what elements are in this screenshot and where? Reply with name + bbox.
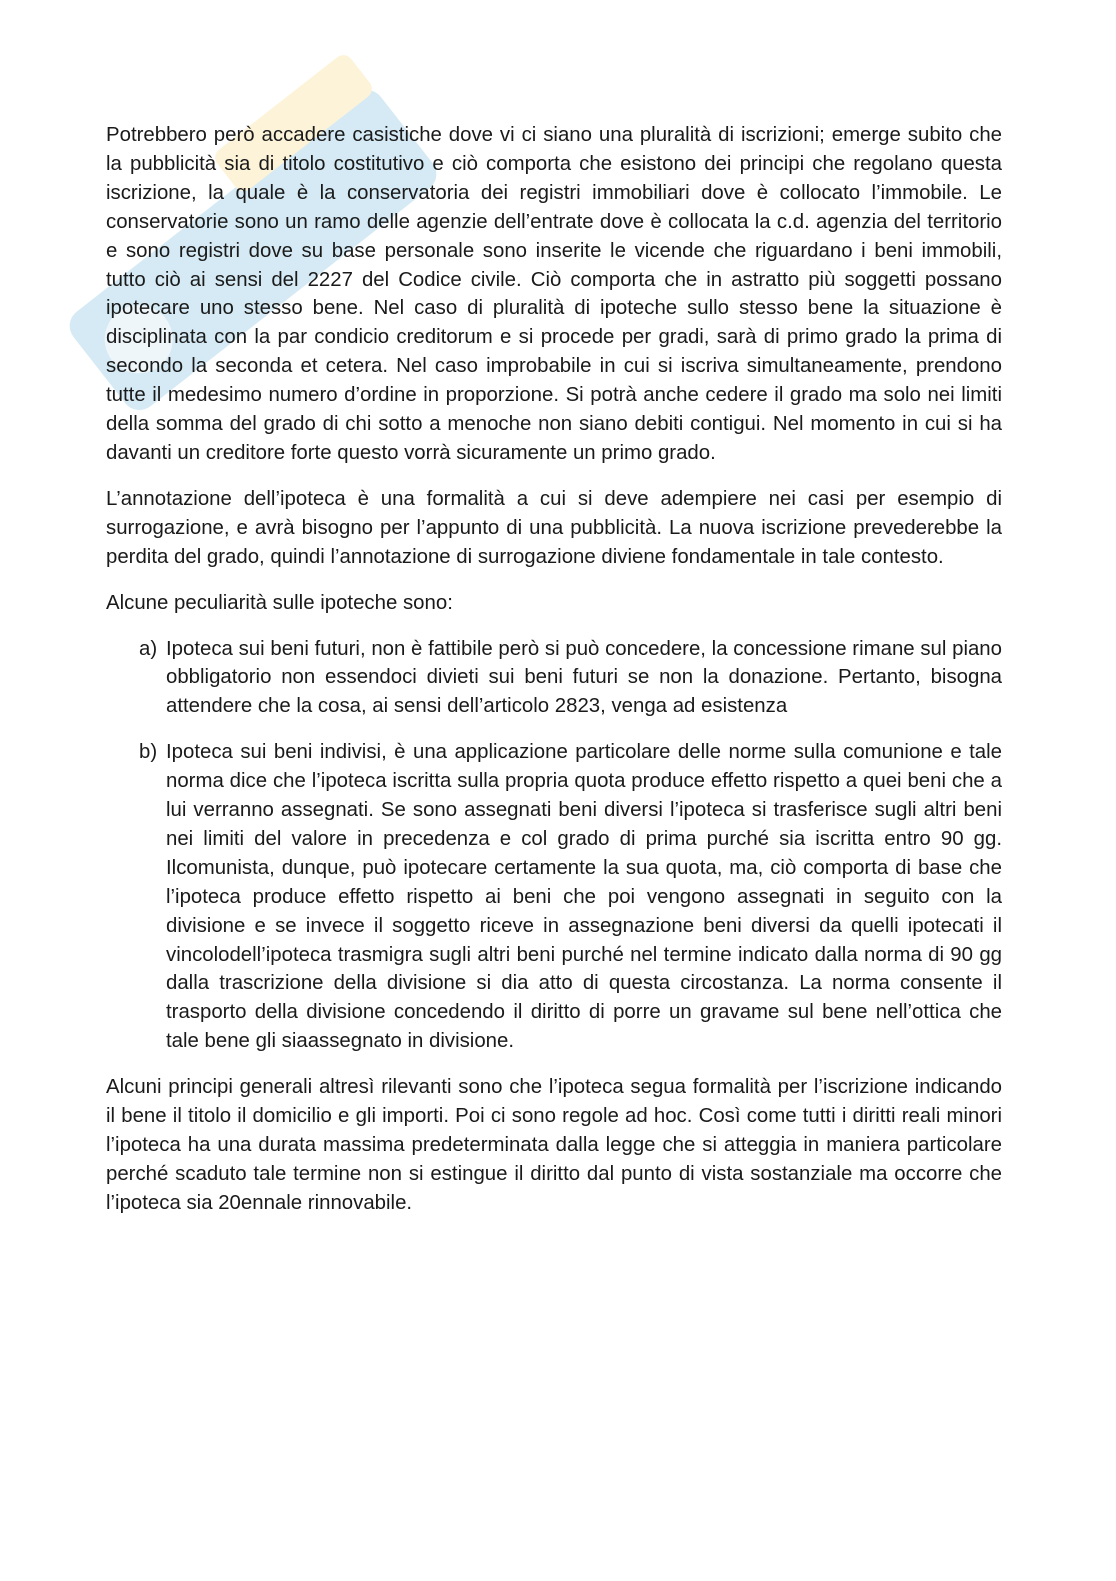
list-item — [106, 635, 1002, 722]
document-page — [106, 121, 1002, 1235]
list-item-text: Ipoteca sui beni futuri, non è fattibile però si può concedere, la concessione rimane sul piano obbligatorio non essendoci divieti sui beni futuri se non la donazione. Pertanto, bisogna attendere che la cosa, ai sensi dell’articolo 2823, venga ad esistenza — [166, 637, 1002, 718]
paragraph-annotazione-ipoteca: L’annotazione dell’ipoteca è una formalità a cui si deve adempiere nei casi per esempio di surrogazione, e avrà bisogno per l’appunto di una pubblicità. La nuova iscrizione prevederebbe la perdita del grado, quindi l’annotazione di surrogazione diviene fondamentale in tale contesto. — [106, 487, 1002, 568]
paragraph-peculiarita-intro: Alcune peculiarità sulle ipoteche sono: — [106, 591, 453, 614]
list-marker: b) — [139, 741, 158, 764]
paragraph-pluralita-iscrizioni: Potrebbero però accadere casistiche dove vi ci siano una pluralità di iscrizioni; emerge subito che la pubblicità sia di titolo costitutivo e ciò comporta che esistono dei principi che regolano questa iscrizione, la quale è la conservatoria dei registri immobiliari dove è collocato l’immobile. Le conservatorie sono un ramo delle agenzie dell’entrate dove è collocata la c.d. agenzia del territorio e sono registri dove su base personale sono inserite le vicende che riguardano i beni immobili, tutto ciò ai sensi del 2227 del Codice civile. Ciò comporta che in astratto più soggetti possano ipotecare uno stesso bene. Nel caso di pluralità di ipoteche sullo stesso bene la situazione è disciplinata con la par condicio creditorum e si procede per gradi, sarà di primo grado la prima di secondo la seconda et cetera. Nel caso improbabile in cui si iscriva simultaneamente, prendono tutte il medesimo numero d’ordine in proporzione. Si potrà anche cedere il grado ma solo nei limiti della somma del grado di chi sotto a menoche non siano debiti contigui. Nel momento in cui si ha davanti un creditore forte questo vorrà sicuramente un primo grado. — [106, 124, 1002, 464]
list-item — [106, 738, 1002, 1056]
paragraph-principi-generali: Alcuni principi generali altresì rilevanti sono che l’ipoteca segua formalità per l’iscrizione indicando il bene il titolo il domicilio e gli importi. Poi ci sono regole ad hoc. Così come tutti i diritti reali minori l’ipoteca ha una durata massima predeterminata dalla legge che si atteggia in maniera particolare perché scaduto tale termine non si estingue il diritto dal punto di vista sostanziale ma occorre che l’ipoteca sia 20ennale rinnovabile. — [106, 1076, 1002, 1214]
list-marker: a) — [139, 637, 158, 660]
peculiarita-list — [106, 635, 1002, 1057]
list-item-text: Ipoteca sui beni indivisi, è una applicazione particolare delle norme sulla comunione e tale norma dice che l’ipoteca iscritta sulla propria quota produce effetto rispetto a quei beni che a lui verranno assegnati. Se sono assegnati beni diversi l’ipoteca si trasferisce sugli altri beni nei limiti del valore in precedenza e col grado di prima purché sia iscritta entro 90 gg. Ilcomunista, dunque, può ipotecare certamente la sua quota, ma, ciò comporta di base che l’ipoteca produce effetto rispetto ai beni che poi vengono assegnati in seguito con la divisione e se invece il soggetto riceve in assegnazione beni diversi da quelli ipotecati il vincolodell’ipoteca trasmigra sugli altri beni purché nel termine indicato dalla norma di 90 gg dalla trascrizione della divisione si dia atto di questa circostanza. La norma consente il trasporto della divisione concedendo il diritto di porre un gravame sul bene nell’ottica che tale bene gli siaassegnato in divisione. — [166, 741, 1002, 1053]
